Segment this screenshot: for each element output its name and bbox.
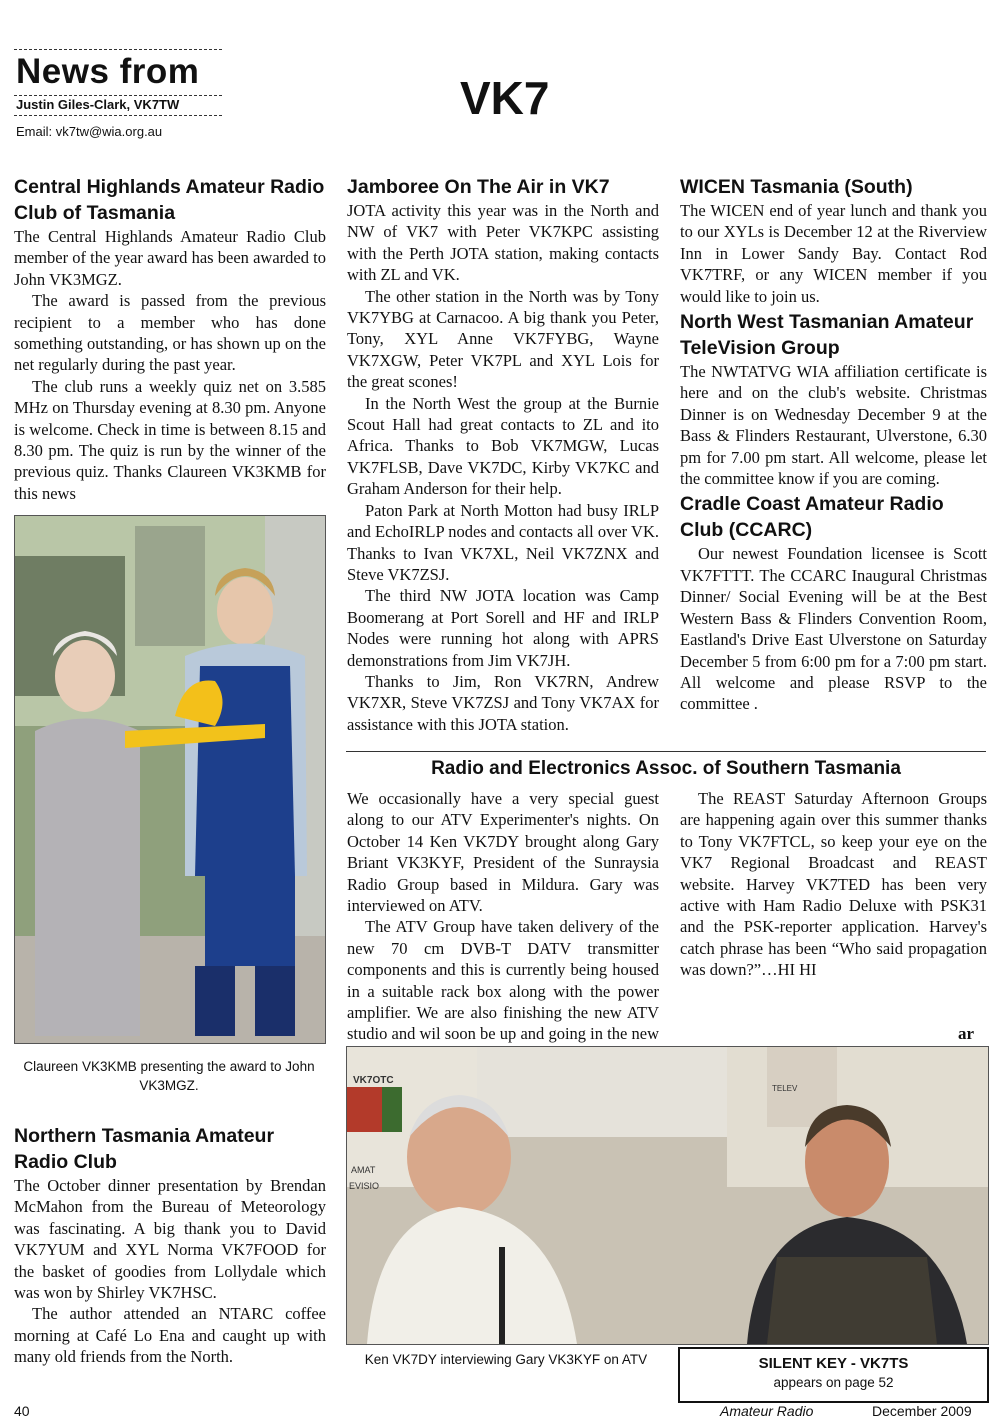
article-paragraph: The ATV Group have taken delivery of the new 70 cm DVB-T DATV transmitter components and this is currently being housed in a suitable rack box along with the power amplifier. We are also finishing the new ATV studio and wil soon be up and going in the new	[347, 917, 659, 1044]
photo-award-caption: Claureen VK3KMB presenting the award to John VK3MGZ.	[23, 1059, 315, 1093]
masthead-bottom-rule	[14, 115, 222, 116]
author-byline: Justin Giles-Clark, VK7TW	[16, 97, 180, 112]
photo-atv-caption: Ken VK7DY interviewing Gary VK3KYF on ATV	[364, 1352, 648, 1367]
article-paragraph: The Central Highlands Amateur Radio Club member of the year award has been awarded to John VK3MGZ.	[14, 227, 326, 289]
silent-key-box	[678, 1347, 989, 1403]
photo-sign-text: TELEV	[772, 1084, 798, 1093]
article-paragraph: We occasionally have a very special guest along to our ATV Experimenter's nights. On October 14 Ken VK7DY brought along Gary Briant VK3KYF, President of the Sunraysia Radio Group based in Mildura. Gary was interviewed on ATV.	[347, 789, 659, 916]
article-paragraph: Our newest Foundation licensee is Scott VK7FTTT. The CCARC Inaugural Christmas Dinner/ Social Evening will be at the Best Western Bass & Flinders Convention Room, Eastland's Drive East Ulverstone on Saturday December 5 from 6:00 pm for a 7:00 pm start. All welcome and please RSVP to the committee .	[680, 544, 987, 714]
article-paragraph: The WICEN end of year lunch and thank you to our XYLs is December 12 at the Riverview Inn in Lower Sandy Bay. Contact Rod VK7TRF, or any WICEN member if you would like to join us.	[680, 201, 987, 306]
article-title: Central Highlands Amateur Radio Club of Tasmania	[14, 176, 325, 224]
article-paragraph: Paton Park at North Motton had busy IRLP and EchoIRLP nodes and contacts all over VK. Thanks to Ivan VK7XL, Neil VK7ZNX and Steve VK7ZSJ.	[347, 500, 659, 584]
article-paragraph: JOTA activity this year was in the North and NW of VK7 with Peter VK7KPC assisting with the Perth JOTA station, making contacts with ZL and VK.	[347, 201, 659, 285]
photo-sign-text: VK7OTC	[353, 1075, 394, 1086]
article-paragraph: The other station in the North was by Tony VK7YBG at Carnacoo. A big thank you Peter, Tony, XYL Anne VK7FYBG, Wayne VK7XGW, Peter VK7PL and XYL Lois for the great scones!	[347, 286, 659, 392]
article-paragraph: The REAST Saturday Afternoon Groups are happening again over this summer thanks to Tony VK7FTCL, so keep your eye on the VK7 Regional Broadcast and REAST website. Harvey VK7TED has been very active with Ham Radio Deluxe with PSK31 and the PSK-reporter application. Harvey's catch phrase has been “Who said propagation was down?”…HI HI	[680, 789, 987, 980]
issue-date: December 2009	[872, 1403, 972, 1419]
reast-title: Radio and Electronics Assoc. of Southern Tasmania	[431, 758, 901, 779]
article-paragraph: In the North West the group at the Burnie Scout Hall had great contacts to ZL and ito Africa. Thanks to Bob VK7MGW, Lucas VK7FLSB, Dave VK7DC, Kirby VK7KC and Graham Anderson for their help.	[347, 393, 659, 499]
article-paragraph: The award is passed from the previous recipient to a member who has done something outstanding, or has shown up on the net regularly during the past year.	[14, 291, 326, 375]
author-email: Email: vk7tw@wia.org.au	[16, 124, 163, 139]
photo-sign-text: AMAT	[351, 1165, 376, 1175]
masthead-top-rule	[14, 49, 222, 50]
masthead-title: News from	[16, 52, 200, 91]
reast-signoff: ar	[958, 1024, 975, 1043]
article-paragraph: The NWTATVG WIA affiliation certificate is here and on the club's website. Christmas Dinner is on Wednesday December 9 at the Bass & Flinders Restaurant, Ulverstone, 6.30 pm for 7.00 pm start. All welcome, please let the committee know if you are coming.	[680, 362, 987, 489]
reast-column-right	[680, 788, 987, 981]
article-paragraph: Thanks to Jim, Ron VK7RN, Andrew VK7XR, Steve VK7ZSJ and Tony VK7AX for assistance with this JOTA station.	[347, 671, 659, 734]
article-title: Northern Tasmania Amateur Radio Club	[14, 1125, 275, 1173]
article-title: Jamboree On The Air in VK7	[347, 176, 610, 198]
magazine-name: Amateur Radio	[720, 1403, 814, 1419]
reast-divider	[346, 751, 986, 752]
photo-award-presentation	[14, 515, 326, 1044]
silent-key-page-ref: appears on page 52	[773, 1375, 894, 1390]
article-title-ccarc: Cradle Coast Amateur Radio Club (CCARC)	[680, 493, 944, 542]
article-paragraph: The club runs a weekly quiz net on 3.585 MHz on Thursday evening at 8.30 pm. Anyone is welcome. Check in time is between 8.15 and 8.30 pm. The quiz is run by the winner of the previous quiz. Thanks Claureen VK3KMB for this news	[14, 376, 326, 503]
column-right	[680, 174, 987, 715]
article-central-highlands	[14, 174, 326, 504]
article-jota	[347, 174, 659, 735]
article-title-nwtatvg: North West Tasmanian Amateur TeleVision Group	[680, 311, 974, 360]
article-paragraph: The author attended an NTARC coffee morning at Café Lo Ena and caught up with many old friends from the North.	[14, 1304, 326, 1367]
reast-column-left	[347, 788, 659, 1066]
photo-atv-interview	[346, 1046, 989, 1345]
article-paragraph: The October dinner presentation by Brendan McMahon from the Bureau of Meteorology was fascinating. A big thank you to David VK7YUM and XYL Norma VK7FOOD for the basket of goodies from Lollydale which was won by Shirley VK7HSC.	[14, 1176, 326, 1303]
photo-sign-text: EVISIO	[349, 1181, 380, 1191]
page-number: 40	[14, 1403, 30, 1419]
masthead-mid-rule	[14, 95, 222, 96]
silent-key-title: SILENT KEY - VK7TS	[758, 1355, 909, 1372]
article-title-wicen: WICEN Tasmania (South)	[680, 176, 913, 198]
article-northern-tasmania	[14, 1123, 326, 1368]
region-title: VK7	[460, 72, 550, 124]
article-paragraph: The third NW JOTA location was Camp Boomerang at Port Sorell and HF and IRLP Nodes were running hot along with APRS demonstrations from Jim VK7JH.	[347, 586, 659, 670]
